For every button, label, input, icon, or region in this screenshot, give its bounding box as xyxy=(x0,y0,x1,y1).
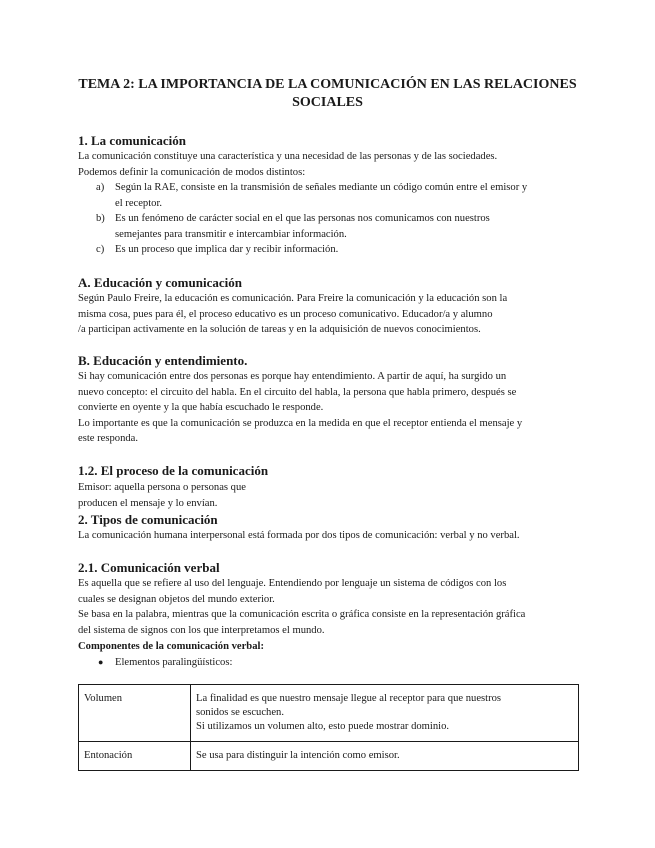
paragraph-educacion-entendimiento xyxy=(78,369,578,447)
table-row xyxy=(79,685,579,742)
table-cell-value xyxy=(191,685,579,742)
text-line: Según la RAE, consiste en la transmisión de señales mediante un código común entre el emisor y xyxy=(115,182,528,193)
text-line: La comunicación humana interpersonal está formada por dos tipos de comunicación: verbal y no verbal. xyxy=(78,530,520,541)
section-heading-comunicacion-verbal: 2.1. Comunicación verbal xyxy=(78,560,220,575)
text-line: el receptor. xyxy=(115,197,163,209)
document-title xyxy=(60,76,595,112)
bullet-icon: ● xyxy=(98,657,104,667)
text-line: Es un proceso que implica dar y recibir información. xyxy=(115,244,339,255)
text-line: convierte en oyente y la que había escuchado le responde. xyxy=(78,402,324,413)
text-line: misma cosa, pues para él, el proceso educativo es un proceso comunicativo. Educador/a y alumno xyxy=(78,308,493,320)
paragraph-tipos-comunicacion xyxy=(78,528,578,544)
table-cell-key: Entonación xyxy=(79,742,191,771)
section-heading-proceso-comunicacion: 1.2. El proceso de la comunicación xyxy=(78,463,269,478)
text-line: La comunicación constituye una característica y una necesidad de las personas y de las sociedades. xyxy=(78,151,498,162)
table-cell-key: Volumen xyxy=(79,685,191,742)
text-line: Si hay comunicación entre dos personas es porque hay entendimiento. A partir de aquí, ha surgido un xyxy=(78,371,507,382)
paralinguistic-table xyxy=(78,684,579,771)
text-line: este responda. xyxy=(78,433,139,444)
text-line: Se usa para distinguir la intención como emisor. xyxy=(196,750,400,761)
list-marker: b) xyxy=(96,213,105,224)
list-item xyxy=(115,242,580,258)
list-item xyxy=(115,211,580,242)
section-heading-educacion-entendimiento: B. Educación y entendimiento. xyxy=(78,353,248,368)
text-line: Lo importante es que la comunicación se produzca en la medida en que el receptor entienda el mensaje y xyxy=(78,417,523,429)
section-heading-tipos-comunicacion: 2. Tipos de comunicación xyxy=(78,512,218,527)
text-line: semejantes para transmitir e intercambiar información. xyxy=(115,228,347,240)
text-line: /a participan activamente en la solución de tareas y en la adquisición de nuevos conocimientos. xyxy=(78,324,481,335)
table-row xyxy=(79,742,579,771)
title-line-1: TEMA 2: LA IMPORTANCIA DE LA COMUNICACIÓN EN LAS RELACIONES xyxy=(78,77,577,92)
paragraph-educacion-comunicacion xyxy=(78,291,578,338)
list-marker: c) xyxy=(96,244,105,255)
text-line: Se basa en la palabra, mientras que la comunicación escrita o gráfica consiste en la representación gráfica xyxy=(78,609,526,620)
text-line: nuevo concepto: el circuito del habla. En el circuito del habla, la persona que habla primero, después se xyxy=(78,386,517,398)
text-line: Es aquella que se refiere al uso del lenguaje. Entendiendo por lenguaje un sistema de códigos con los xyxy=(78,578,507,589)
text-line: La finalidad es que nuestro mensaje llegue al receptor para que nuestros xyxy=(196,693,502,704)
paragraph-comunicacion-verbal xyxy=(78,576,578,638)
text-line: del sistema de signos con los que interpretamos el mundo. xyxy=(78,624,325,636)
section-heading-educacion-comunicacion: A. Educación y comunicación xyxy=(78,275,242,290)
table-cell-value xyxy=(191,742,579,771)
paragraph-proceso-comunicacion xyxy=(78,480,578,511)
section-heading-la-comunicacion: 1. La comunicación xyxy=(78,133,186,148)
text-line: Si utilizamos un volumen alto, esto puede mostrar dominio. xyxy=(196,721,450,732)
text-line: sonidos se escuchen. xyxy=(196,707,284,718)
title-line-2: SOCIALES xyxy=(292,95,363,110)
bullet-item-paralinguisticos: Elementos paralingüísticos: xyxy=(115,657,233,668)
list-marker: a) xyxy=(96,182,105,193)
text-line: Según Paulo Freire, la educación es comunicación. Para Freire la comunicación y la educación son la xyxy=(78,293,508,304)
text-line: Es un fenómeno de carácter social en el que las personas nos comunicamos con nuestros xyxy=(115,213,490,224)
list-item xyxy=(115,180,580,211)
components-heading: Componentes de la comunicación verbal: xyxy=(78,641,264,652)
text-line: Emisor: aquella persona o personas que xyxy=(78,482,246,493)
paragraph-la-comunicacion xyxy=(78,149,578,180)
text-line: cuales se designan objetos del mundo exterior. xyxy=(78,593,275,605)
text-line: Podemos definir la comunicación de modos distintos: xyxy=(78,166,306,178)
text-line: producen el mensaje y lo envían. xyxy=(78,497,218,509)
